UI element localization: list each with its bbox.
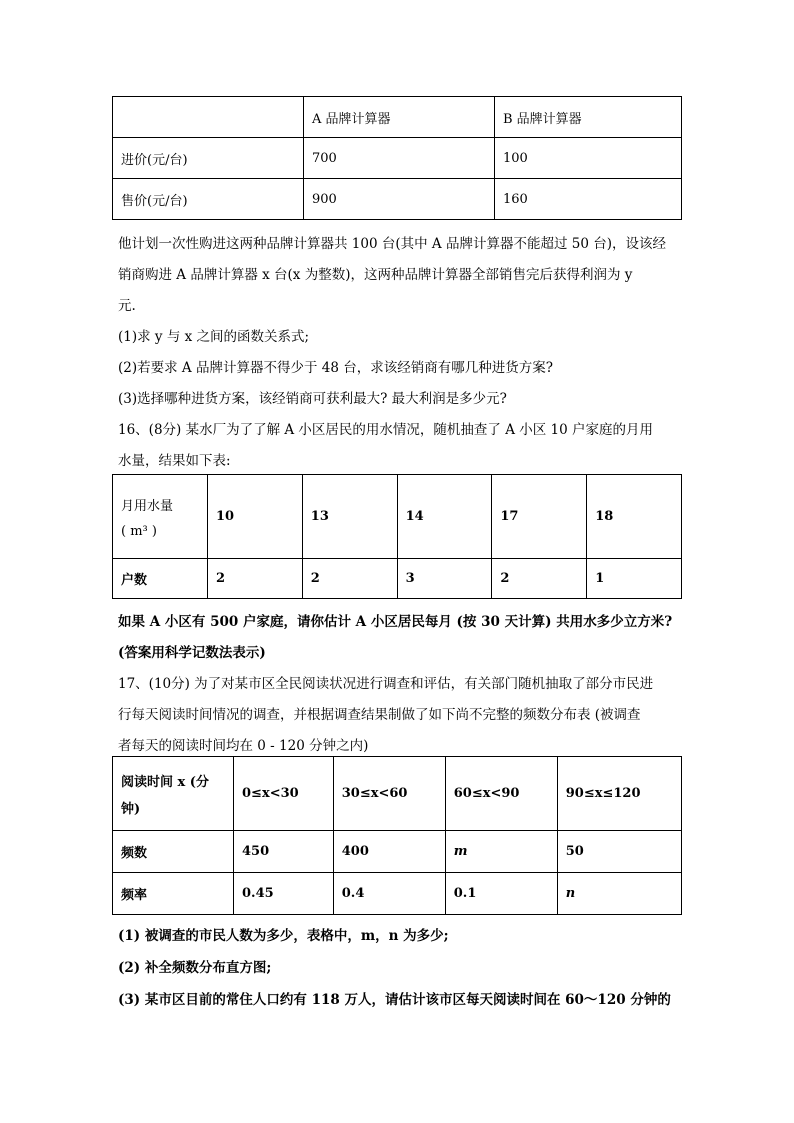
table-cell: 90≤x≤120 [557, 757, 681, 831]
table-cell: A 品牌计算器 [304, 97, 495, 138]
table-cell: 2 [492, 559, 587, 599]
table-cell: 3 [397, 559, 492, 599]
q17-text-line: 17、(10分) 为了对某市区全民阅读状况进行调查和评估，有关部门随机抽取了部分市民进 [118, 676, 654, 692]
table-cell: m [445, 831, 557, 873]
table-cell: 100 [495, 138, 682, 179]
q17-part-3: (3) 某市区目前的常住人口约有 118 万人，请估计该市区每天阅读时间在 60～120 分钟的 [118, 992, 671, 1008]
calculator-price-table [112, 96, 682, 220]
q15-text-line: 元. [118, 298, 136, 314]
table-cell: 0.4 [333, 873, 445, 915]
table-cell: 50 [557, 831, 681, 873]
q15-part-2: (2)若要求 A 品牌计算器不得少于 48 台，求该经销商有哪几种进货方案? [118, 360, 553, 376]
table-cell [113, 757, 234, 831]
table-cell: n [557, 873, 681, 915]
table-cell: 14 [397, 475, 492, 559]
table-cell [113, 97, 304, 138]
q17-part-1: (1) 被调查的市民人数为多少，表格中，m，n 为多少; [118, 928, 449, 944]
water-usage-table [112, 474, 682, 599]
table-cell: 17 [492, 475, 587, 559]
table-cell: 0.1 [445, 873, 557, 915]
q17-text-line: 者每天的阅读时间均在 0 - 120 分钟之内) [118, 738, 369, 754]
row-label-cont: 钟) [121, 801, 141, 817]
row-label: 阅读时间 x (分 [121, 774, 209, 790]
q15-part-3: (3)选择哪种进货方案，该经销商可获利最大? 最大利润是多少元? [118, 391, 507, 407]
table-row [113, 757, 682, 831]
table-row [113, 559, 682, 599]
table-cell: 0≤x<30 [234, 757, 334, 831]
table-row [113, 138, 682, 179]
row-label: 月用水量 [121, 498, 174, 514]
table-row [113, 831, 682, 873]
reading-time-table [112, 756, 682, 915]
q16-text-line: 16、(8分) 某水厂为了了解 A 小区居民的用水情况，随机抽查了 A 小区 10 户家庭的月用 [118, 422, 654, 438]
table-cell: 频率 [113, 873, 234, 915]
q16-note: (答案用科学记数法表示) [118, 645, 266, 661]
table-cell: 400 [333, 831, 445, 873]
table-cell: 2 [208, 559, 303, 599]
table-cell: 10 [208, 475, 303, 559]
table-cell: 0.45 [234, 873, 334, 915]
table-cell [113, 475, 208, 559]
table-row [113, 873, 682, 915]
table-row [113, 475, 682, 559]
table-row [113, 97, 682, 138]
q17-part-2: (2) 补全频数分布直方图; [118, 960, 272, 976]
table-cell: 18 [587, 475, 682, 559]
table-cell: 700 [304, 138, 495, 179]
q17-text-line: 行每天阅读时间情况的调查，并根据调查结果制做了如下尚不完整的频数分布表 (被调查 [118, 707, 641, 723]
table-cell: B 品牌计算器 [495, 97, 682, 138]
q16-question: 如果 A 小区有 500 户家庭，请你估计 A 小区居民每月 (按 30 天计算) 共用水多少立方米? [118, 614, 673, 630]
table-cell: 60≤x<90 [445, 757, 557, 831]
table-cell: 30≤x<60 [333, 757, 445, 831]
q15-text-line: 销商购进 A 品牌计算器 x 台(x 为整数)，这两种品牌计算器全部销售完后获得利润为 y [118, 267, 633, 283]
table-cell: 450 [234, 831, 334, 873]
table-cell: 2 [302, 559, 397, 599]
table-cell: 13 [302, 475, 397, 559]
q15-text-line: 他计划一次性购进这两种品牌计算器共 100 台(其中 A 品牌计算器不能超过 50 台)，设该经 [118, 236, 666, 252]
table-cell: 进价(元/台) [113, 138, 304, 179]
q16-text-line: 水量，结果如下表: [118, 453, 231, 469]
table-cell: 1 [587, 559, 682, 599]
table-row [113, 179, 682, 220]
row-unit: ( m³ ) [121, 523, 157, 539]
table-cell: 售价(元/台) [113, 179, 304, 220]
table-cell: 900 [304, 179, 495, 220]
table-cell: 160 [495, 179, 682, 220]
q15-part-1: (1)求 y 与 x 之间的函数关系式; [118, 329, 310, 345]
table-cell: 户数 [113, 559, 208, 599]
table-cell: 频数 [113, 831, 234, 873]
